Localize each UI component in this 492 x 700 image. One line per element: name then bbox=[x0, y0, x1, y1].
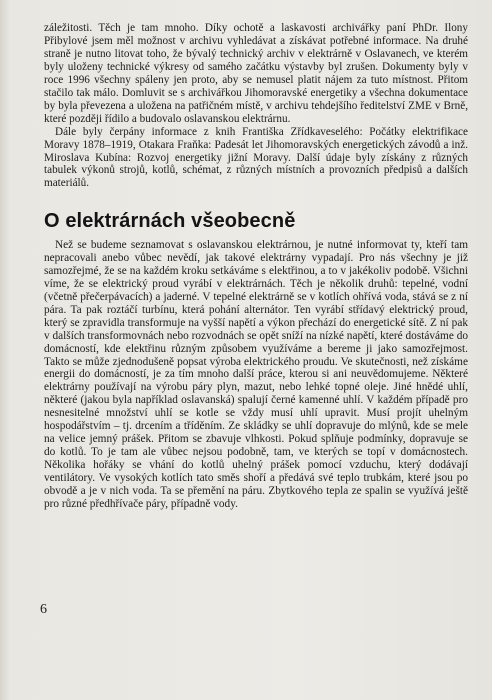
paragraph: záležitosti. Těch je tam mnoho. Díky ochotě a laskavosti archivářky paní PhDr. Ilony Přibylové jsem měl možnost v archivu vyhledávat a získávat potřebné informace. Na druhé straně je nutno litovat toho, že bývalý technický archiv v elektrárně v Oslavanech, ve kterém byly uloženy technické výkresy od samého začátku výstavby byl zrušen. Dokumenty byly v roce 1996 všechny spáleny jen proto, aby se nemusel platit nájem za tuto místnost. Přitom stačilo tak málo. Domluvit se s archivářkou Jihomoravské energetiky a všechna dokumentace by byla převezena a uložena na patřičném místě, v archivu tehdejšího ředitelství ZME v Brně, které později řídilo a budovalo oslavanskou elektrárnu. bbox=[44, 22, 468, 125]
paragraph: Dále byly čerpány informace z knih Františka Zřídkaveselého: Počátky elektrifikace Moravy 1878–1919, Otakara Fraňka: Padesát let Jihomoravských energetických závodů a inž. Miroslava Kubína: Rozvoj energetiky jižní Moravy. Další údaje byly získány z různých tabulek výkonů strojů, kotlů, schémat, z různých místních a provozních předpisů a dalších materiálů. bbox=[44, 125, 468, 190]
intro-section bbox=[44, 22, 468, 190]
section-heading: O elektrárnách všeobecně bbox=[44, 210, 296, 233]
page-number: 6 bbox=[40, 602, 47, 617]
body-section bbox=[44, 239, 468, 510]
page-content bbox=[44, 22, 468, 510]
paragraph: Než se budeme seznamovat s oslavanskou elektrárnou, je nutné informovat ty, kteří tam nepracovali anebo vůbec nevědí, jak takové elektrárny vypadají. Pro nás všechny je již samozřejmé, že se na každém kroku setkáváme s elektřinou, a to v jakékoliv podobě. Všichni víme, že se elektrický proud vyrábí v elektrárnách. Těch je několik druhů: tepelné, vodní (včetně přečerpávacích) a jaderné. V tepelné elektrárně se v kotlích ohřívá voda, stává se z ní pára. Ta pak roztáčí turbínu, která pohání alternátor. Ten vyrábí střídavý elektrický proud, který se zpravidla transformuje na vyšší napětí a výkon přechází do energetické sítě. Z ní pak v dalších transformovnách nebo rozvodnách se opět sníží na nízké napětí, které dostáváme do domácností, kde elektřinu různým způsobem využíváme a bereme ji jako samozřejmost. Takto se může zjednodušeně popsat výroba elektrického proudu. Ve skutečnosti, než získáme energii do domácností, je za tím mnoho další práce, kterou si ani neuvědomujeme. Některé elektrárny používají na výrobu páry plyn, mazut, nebo lehké topné oleje. Jiné hnědé uhlí, některé (jakou byla například oslavanská) spalují černé kamenné uhlí. V každém případě pro nesnesitelné množství uhlí se kotle se vždy musí uhlí upravit. Musí projít uhelným hospodářstvím – tj. drcením a tříděním. Ze skládky se uhlí dopravuje do mlýnů, kde se mele na velice jemný prášek. Přitom se zbavuje vlhkosti. Pokud splňuje podmínky, dopravuje se do kotlů. To je tam ale vůbec nejsou podobně, tam, ve kterých se topí v domácnostech. Několika hořáky se vhání do kotlů uhelný prášek pomocí vzduchu, který dodávají ventilátory. Ve vysokých kotlích tato směs shoří a předává své teplo trubkám, které jsou po obvodě a je v nich voda. Ta se přemění na páru. Zbytkového tepla ze spalin se využívá ještě pro různé předhřívače páry, případně vody. bbox=[44, 239, 468, 510]
